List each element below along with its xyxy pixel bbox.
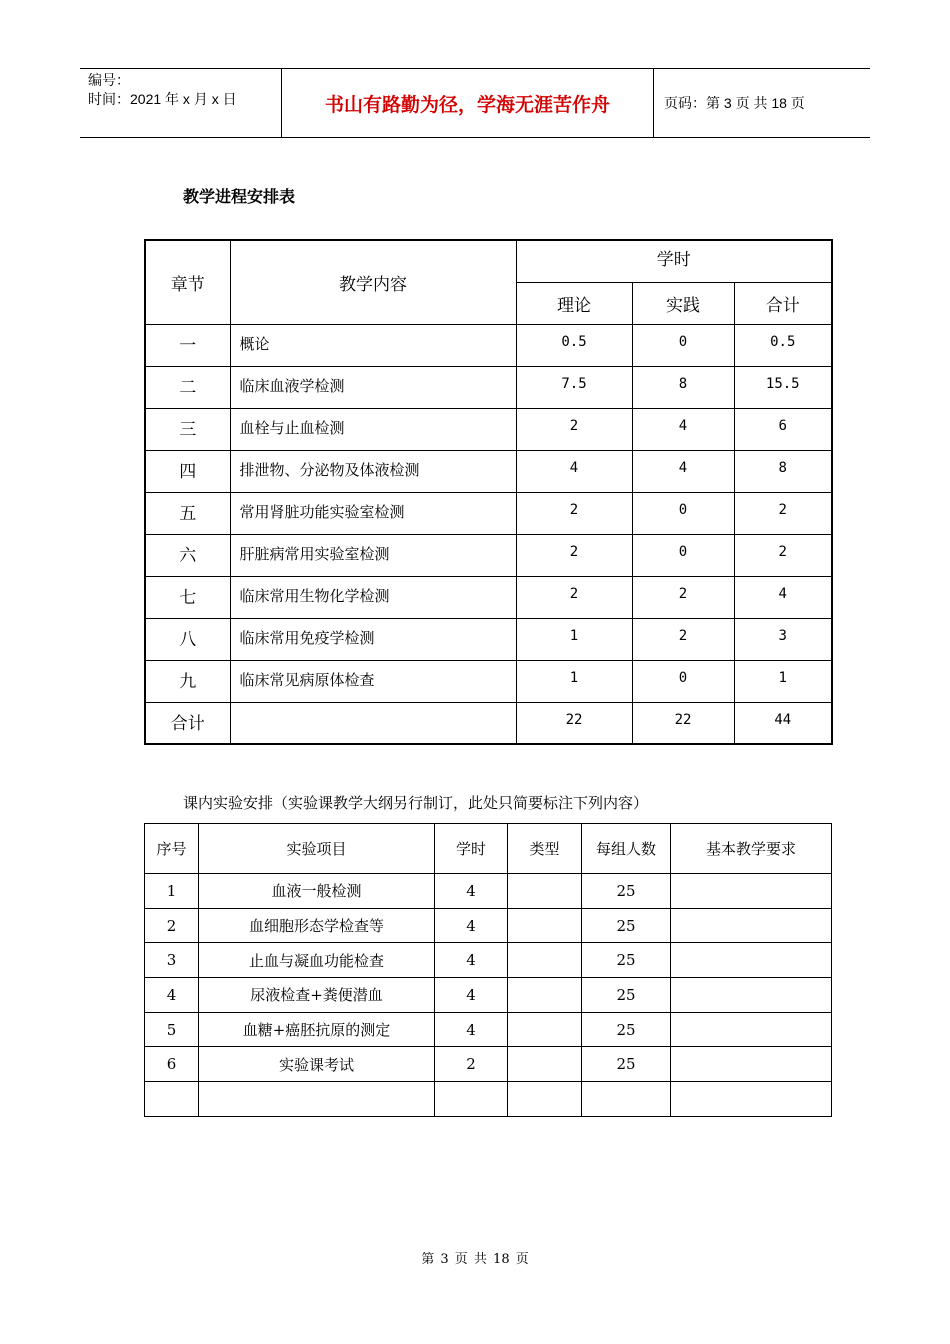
lab-cell-item: 血液一般检测 xyxy=(199,874,435,909)
lab-cell-type xyxy=(508,874,582,909)
code-label: 编号： xyxy=(88,72,130,88)
schedule-table xyxy=(144,239,833,745)
lab-cell-type xyxy=(508,1012,582,1047)
row-chapter: 五 xyxy=(145,492,230,534)
row-theory: 7.5 xyxy=(516,366,632,408)
lab-row xyxy=(145,908,832,943)
lab-cell-req xyxy=(671,943,832,978)
col-practice-header: 实践 xyxy=(632,282,734,324)
lab-cell-group: 25 xyxy=(582,1047,671,1082)
row-theory: 1 xyxy=(516,660,632,702)
row-total: 0.5 xyxy=(734,324,832,366)
row-chapter: 九 xyxy=(145,660,230,702)
row-total: 1 xyxy=(734,660,832,702)
row-content xyxy=(230,702,516,744)
page-header xyxy=(80,68,870,138)
col-chapter-header: 章节 xyxy=(145,240,230,324)
row-theory: 2 xyxy=(516,534,632,576)
row-theory: 1 xyxy=(516,618,632,660)
lab-row xyxy=(145,978,832,1013)
lab-table xyxy=(144,823,832,1117)
lab-cell-req xyxy=(671,978,832,1013)
lab-cell-hours: 4 xyxy=(435,874,508,909)
schedule-row xyxy=(145,366,832,408)
row-theory: 4 xyxy=(516,450,632,492)
row-content: 常用肾脏功能实验室检测 xyxy=(230,492,516,534)
col-content-header: 教学内容 xyxy=(230,240,516,324)
lab-cell-group: 25 xyxy=(582,978,671,1013)
lab-cell-group: 25 xyxy=(582,874,671,909)
lab-col-req: 基本教学要求 xyxy=(671,824,832,874)
lab-cell-type xyxy=(508,1047,582,1082)
row-chapter: 八 xyxy=(145,618,230,660)
row-practice: 22 xyxy=(632,702,734,744)
row-chapter: 七 xyxy=(145,576,230,618)
lab-cell-group: 25 xyxy=(582,908,671,943)
lab-row xyxy=(145,1012,832,1047)
schedule-row xyxy=(145,618,832,660)
page-footer: 第 3 页 共 18 页 xyxy=(421,1252,529,1267)
row-total: 4 xyxy=(734,576,832,618)
row-total: 2 xyxy=(734,534,832,576)
lab-cell-item: 血糖+癌胚抗原的测定 xyxy=(199,1012,435,1047)
lab-cell-hours: 4 xyxy=(435,908,508,943)
row-practice: 0 xyxy=(632,660,734,702)
lab-title: 课内实验安排（实验课教学大纲另行制订，此处只简要标注下列内容） xyxy=(183,794,649,812)
row-chapter: 二 xyxy=(145,366,230,408)
schedule-title: 教学进程安排表 xyxy=(183,187,296,206)
lab-cell-hours xyxy=(435,1082,508,1117)
row-total: 15.5 xyxy=(734,366,832,408)
lab-cell-group: 25 xyxy=(582,1012,671,1047)
lab-row xyxy=(145,874,832,909)
lab-cell-hours: 4 xyxy=(435,1012,508,1047)
schedule-row xyxy=(145,492,832,534)
row-content: 临床血液学检测 xyxy=(230,366,516,408)
lab-cell-req xyxy=(671,874,832,909)
row-total: 3 xyxy=(734,618,832,660)
lab-cell-no: 3 xyxy=(145,943,199,978)
col-theory-header: 理论 xyxy=(516,282,632,324)
lab-row xyxy=(145,1047,832,1082)
lab-cell-req xyxy=(671,908,832,943)
lab-col-no: 序号 xyxy=(145,824,199,874)
lab-cell-item: 血细胞形态学检查等 xyxy=(199,908,435,943)
schedule-row xyxy=(145,534,832,576)
row-total: 6 xyxy=(734,408,832,450)
lab-cell-hours: 4 xyxy=(435,978,508,1013)
row-chapter: 四 xyxy=(145,450,230,492)
row-theory: 0.5 xyxy=(516,324,632,366)
row-practice: 4 xyxy=(632,408,734,450)
row-theory: 2 xyxy=(516,408,632,450)
row-theory: 22 xyxy=(516,702,632,744)
lab-cell-item: 实验课考试 xyxy=(199,1047,435,1082)
row-total: 2 xyxy=(734,492,832,534)
schedule-row xyxy=(145,408,832,450)
header-motto: 书山有路勤为径，学海无涯苦作舟 xyxy=(282,69,654,137)
row-content: 肝脏病常用实验室检测 xyxy=(230,534,516,576)
schedule-row xyxy=(145,324,832,366)
lab-cell-group: 25 xyxy=(582,943,671,978)
lab-cell-item xyxy=(199,1082,435,1117)
row-practice: 8 xyxy=(632,366,734,408)
lab-cell-item: 尿液检查+粪便潜血 xyxy=(199,978,435,1013)
lab-row xyxy=(145,1082,832,1117)
row-content: 概论 xyxy=(230,324,516,366)
lab-cell-no xyxy=(145,1082,199,1117)
row-practice: 2 xyxy=(632,618,734,660)
lab-cell-hours: 4 xyxy=(435,943,508,978)
lab-cell-no: 4 xyxy=(145,978,199,1013)
row-total: 44 xyxy=(734,702,832,744)
time-label: 时间：2021 年 x 月 x 日 xyxy=(88,91,237,107)
lab-cell-type xyxy=(508,943,582,978)
lab-cell-type xyxy=(508,978,582,1013)
lab-col-type: 类型 xyxy=(508,824,582,874)
lab-cell-item: 止血与凝血功能检查 xyxy=(199,943,435,978)
lab-col-hours: 学时 xyxy=(435,824,508,874)
col-total-header: 合计 xyxy=(734,282,832,324)
row-content: 临床常用生物化学检测 xyxy=(230,576,516,618)
lab-cell-hours: 2 xyxy=(435,1047,508,1082)
row-chapter: 一 xyxy=(145,324,230,366)
row-content: 血栓与止血检测 xyxy=(230,408,516,450)
row-practice: 2 xyxy=(632,576,734,618)
row-practice: 0 xyxy=(632,324,734,366)
lab-col-group: 每组人数 xyxy=(582,824,671,874)
row-theory: 2 xyxy=(516,492,632,534)
lab-cell-req xyxy=(671,1082,832,1117)
lab-cell-type xyxy=(508,908,582,943)
lab-row xyxy=(145,943,832,978)
lab-cell-req xyxy=(671,1012,832,1047)
row-content: 排泄物、分泌物及体液检测 xyxy=(230,450,516,492)
schedule-rows xyxy=(145,324,832,744)
row-content: 临床常用免疫学检测 xyxy=(230,618,516,660)
schedule-row xyxy=(145,576,832,618)
lab-cell-no: 6 xyxy=(145,1047,199,1082)
row-total: 8 xyxy=(734,450,832,492)
row-chapter: 三 xyxy=(145,408,230,450)
row-practice: 0 xyxy=(632,492,734,534)
lab-cell-group xyxy=(582,1082,671,1117)
row-practice: 4 xyxy=(632,450,734,492)
header-page-info: 页码：第 3 页 共 18 页 xyxy=(664,95,805,111)
lab-col-item: 实验项目 xyxy=(199,824,435,874)
row-theory: 2 xyxy=(516,576,632,618)
row-practice: 0 xyxy=(632,534,734,576)
lab-cell-type xyxy=(508,1082,582,1117)
lab-cell-no: 1 xyxy=(145,874,199,909)
row-chapter: 合计 xyxy=(145,702,230,744)
lab-cell-no: 5 xyxy=(145,1012,199,1047)
schedule-row xyxy=(145,450,832,492)
header-meta xyxy=(80,69,282,137)
col-hours-header: 学时 xyxy=(516,240,832,282)
row-content: 临床常见病原体检查 xyxy=(230,660,516,702)
schedule-row xyxy=(145,660,832,702)
row-chapter: 六 xyxy=(145,534,230,576)
lab-cell-req xyxy=(671,1047,832,1082)
lab-cell-no: 2 xyxy=(145,908,199,943)
lab-rows xyxy=(145,874,832,1117)
schedule-row xyxy=(145,702,832,744)
